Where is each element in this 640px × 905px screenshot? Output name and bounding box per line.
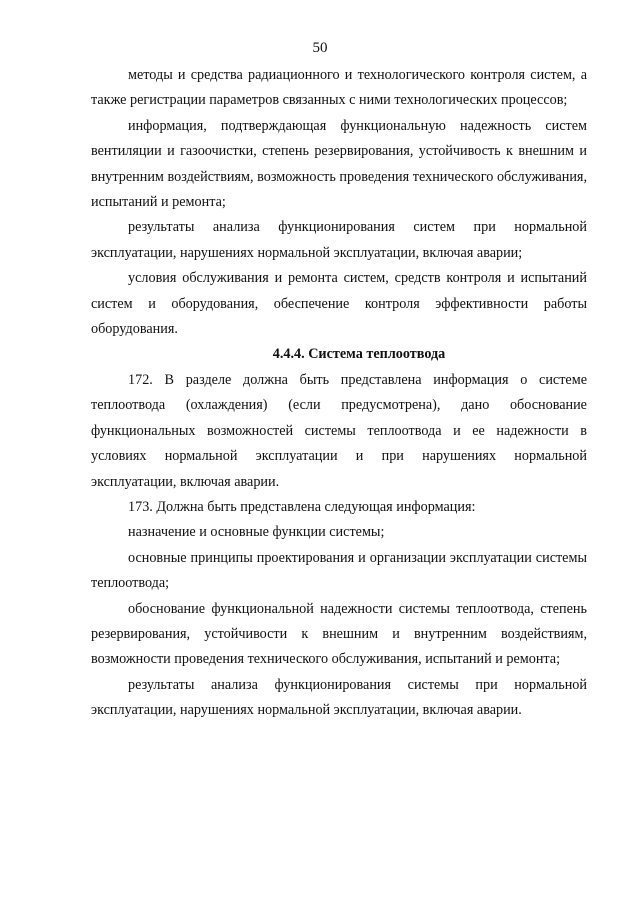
paragraph-purpose-functions: назначение и основные функции системы; — [128, 524, 385, 541]
paragraph-monitoring-methods: методы и средства радиационного и технологического контроля систем, а также регистрации параметров связанных с ними технологических процессов; — [91, 67, 587, 109]
document-body — [91, 63, 587, 724]
paragraph-heat-removal-analysis: результаты анализа функционирования системы при нормальной эксплуатации, нарушениях нормальной эксплуатации, включая аварии. — [91, 676, 587, 719]
page-number: 50 — [312, 40, 328, 56]
paragraph-173: 173. Должна быть представлена следующая информация: — [128, 498, 476, 515]
paragraph-analysis-results: результаты анализа функционирования систем при нормальной эксплуатации, нарушениях нормальной эксплуатации, включая аварии; — [91, 219, 587, 261]
paragraph-maintenance-conditions: условия обслуживания и ремонта систем, средств контроля и испытаний систем и оборудования, обеспечение контроля эффективности работы оборудования. — [91, 270, 587, 338]
section-heading: 4.4.4. Система теплоотвода — [272, 346, 446, 363]
paragraph-heat-removal-reliability: обоснование функциональной надежности системы теплоотвода, степень резервирования, устойчивости к внешним и внутренним воздействиям, возможности проведения технического обслуживания, испытаний и ремонта; — [91, 600, 587, 668]
paragraph-172: 172. В разделе должна быть представлена информация о системе теплоотвода (охлаждения) (если предусмотрена), дано обоснование функциональных возможностей системы теплоотвода и ее надежности в условиях нормальной эксплуатации и при нарушениях нормальной эксплуатации, включая аварии. — [91, 371, 587, 490]
paragraph-ventilation-reliability: информация, подтверждающая функциональную надежность систем вентиляции и газоочистки, степень резервирования, устойчивость к внешним и внутренним воздействиям, возможность проведения технического обслуживания, испытаний и ремонта; — [91, 117, 587, 211]
paragraph-design-principles: основные принципы проектирования и организации эксплуатации системы теплоотвода; — [91, 549, 587, 592]
